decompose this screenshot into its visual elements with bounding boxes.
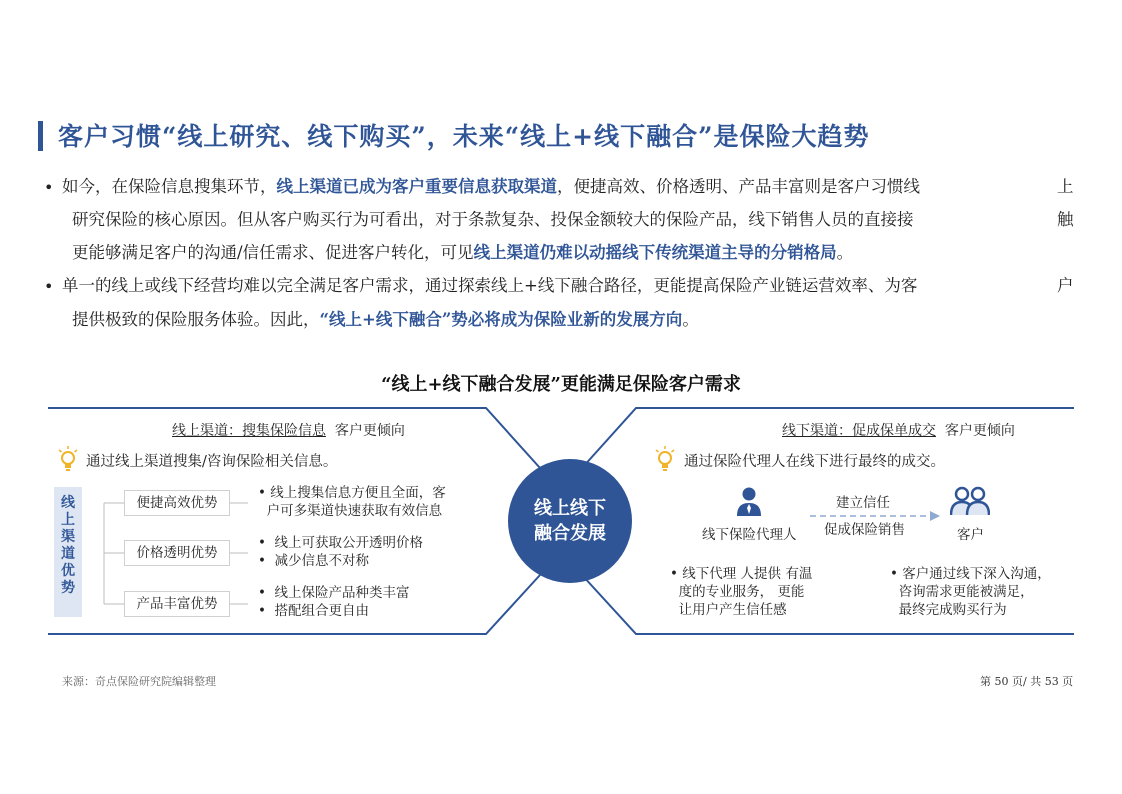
source-note: 来源：奇点保险研究院编辑整理 (62, 675, 216, 688)
text-span: 更能够满足客户的沟通/信任需求、促进客户转化，可见 (72, 243, 474, 262)
vertical-advantages-label (54, 487, 82, 617)
customer-label: 客户 (957, 527, 984, 543)
center-label-line-2: 融合发展 (534, 523, 606, 544)
point-text: • 线上保险产品种类丰富 (258, 585, 410, 601)
right-heading-underlined: 线下渠道：促成保单成交 (782, 423, 936, 439)
text-span: 单一的线上或线下经营均难以完全满足客户需求，通过探索线上+线下融合路径，更能提高保险产业链运营效率、为客 (62, 276, 918, 295)
arrow-label-bottom: 促成保险销售 (824, 522, 905, 538)
bullet-dot: • (44, 178, 54, 197)
point-text: 户可多渠道快速获取有效信息 (258, 503, 443, 519)
advantage-box: 价格透明优势 (124, 540, 230, 566)
text-span: 。 (682, 310, 699, 329)
center-label-line-1: 线上线下 (534, 498, 606, 519)
point-text: • 搭配组合更自由 (258, 603, 370, 619)
highlight-text: 线上渠道已成为客户重要信息获取渠道 (276, 177, 557, 196)
note-text: • 线下代理 人提供 有温 (670, 566, 813, 582)
left-intro: 通过线上渠道搜集/咨询保险相关信息。 (86, 454, 338, 470)
text-span: 提供极致的保险服务体验。因此， (72, 310, 320, 329)
line-end-char: 触 (1057, 210, 1074, 229)
bullet-dot: • (44, 277, 54, 296)
diagram-title: “线上+线下融合发展”更能满足保险客户需求 (381, 374, 741, 395)
advantage-box: 产品丰富优势 (124, 591, 230, 617)
center-circle (508, 459, 632, 583)
text-span: 如今，在保险信息搜集环节， (62, 177, 277, 196)
agent-note (670, 565, 812, 619)
text-span: 。 (836, 243, 854, 262)
note-text: 让用户产生信任感 (670, 602, 787, 618)
vertical-label-text: 线上渠道优势 (61, 495, 75, 596)
customer-note (890, 565, 1051, 619)
agent-label: 线下保险代理人 (702, 527, 797, 543)
advantage-points (258, 484, 446, 520)
right-intro: 通过保险代理人在线下进行最终的成交。 (684, 454, 945, 470)
point-text: • 线上搜集信息方便且全面，客 (258, 485, 446, 501)
note-text: 度的专业服务， 更能 (670, 584, 805, 600)
line-end-char: 户 (1057, 276, 1074, 295)
left-heading-underlined: 线上渠道：搜集保险信息 (172, 423, 326, 439)
line-end-char: 上 (1057, 177, 1074, 196)
customers-icon (950, 486, 990, 516)
lightbulb-icon (58, 446, 78, 472)
lightbulb-icon (655, 446, 675, 472)
point-text: • 线上可获取公开透明价格 (258, 535, 424, 551)
left-heading-rest: 客户更倾向 (334, 423, 405, 439)
note-text: 最终完成购买行为 (890, 602, 1007, 618)
arrow-label-top: 建立信任 (836, 495, 890, 511)
note-text: • 客户通过线下深入沟通， (890, 566, 1051, 582)
text-span: 研究保险的核心原因。但从客户购买行为可看出，对于条款复杂、投保金额较大的保险产品，线下销售人员的直接接 (72, 210, 914, 229)
left-heading (172, 420, 405, 440)
note-text: 咨询需求更能被满足， (890, 584, 1034, 600)
advantage-points (258, 534, 423, 570)
point-text: • 减少信息不对称 (258, 553, 370, 569)
advantage-box: 便捷高效优势 (124, 490, 230, 516)
advantage-points (258, 584, 410, 620)
right-heading (782, 420, 1015, 440)
highlight-text: 线上渠道仍难以动摇线下传统渠道主导的分销格局 (473, 243, 837, 262)
text-span: ，便捷高效、价格透明、产品丰富则是客户习惯线 (557, 177, 920, 196)
page-number: 第 50 页/ 共 53 页 (980, 675, 1074, 688)
page-title: 客户习惯“线上研究、线下购买”，未来“线上+线下融合”是保险大趋势 (58, 122, 870, 151)
right-heading-rest: 客户更倾向 (944, 423, 1015, 439)
highlight-text: “线上+线下融合”势必将成为保险业新的发展方向 (319, 310, 683, 329)
agent-icon (736, 486, 762, 516)
